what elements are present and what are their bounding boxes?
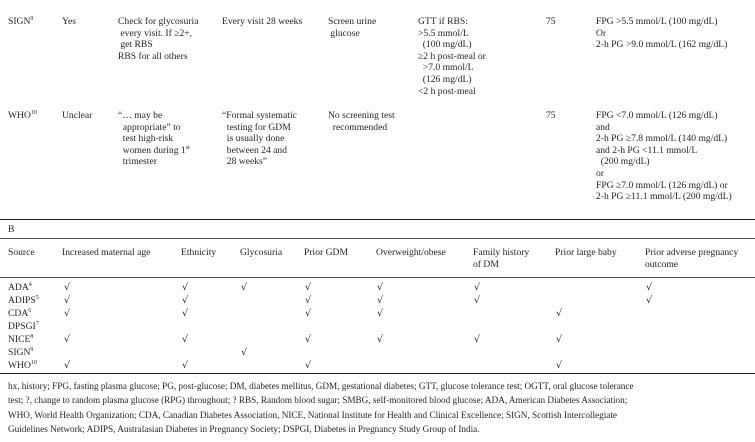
- check-mark-icon: √: [646, 282, 653, 293]
- check-mark-icon: √: [64, 334, 71, 345]
- reference-number: 9: [30, 16, 34, 22]
- header-prior-large-baby: Prior large baby: [555, 247, 617, 258]
- check-mark-icon: √: [646, 295, 653, 306]
- check-mark-icon: √: [556, 308, 563, 319]
- check-mark-icon: √: [64, 360, 71, 371]
- check-mark-icon: √: [377, 308, 384, 319]
- part-b-header-top-rule: [0, 238, 755, 239]
- reference-number: 10: [30, 110, 37, 116]
- glucose-load-cell: 75: [546, 110, 556, 121]
- check-mark-icon: √: [305, 334, 312, 345]
- check-mark-icon: √: [474, 334, 481, 345]
- check-mark-icon: √: [64, 282, 71, 293]
- check-mark-icon: √: [305, 308, 312, 319]
- header-glycosuria: Glycosuria: [240, 247, 283, 258]
- who-to-screen-cell: “… may be appropriate” to test high-risk women during 1st trimester: [118, 110, 190, 168]
- source-cell: WHO$^{10}$: [8, 360, 37, 371]
- source-cell: ADA$^4$: [8, 282, 32, 293]
- check-mark-icon: √: [377, 334, 384, 345]
- check-mark-icon: √: [305, 295, 312, 306]
- header-source: Source: [8, 247, 35, 258]
- source-cell: [8, 16, 33, 28]
- source-name: SIGN: [8, 16, 31, 27]
- header-increased-maternal-age: Increased maternal age: [62, 247, 151, 258]
- source-cell: NICE$^8$: [8, 334, 34, 345]
- source-cell: SIGN$^9$: [8, 347, 34, 358]
- table-divider: [0, 219, 755, 220]
- check-mark-icon: √: [182, 295, 189, 306]
- source-name: WHO: [8, 110, 31, 121]
- universal-screening-cell: Unclear: [62, 110, 93, 121]
- source-cell: ADIPS$^5$: [8, 295, 39, 306]
- source-cell: [8, 110, 37, 122]
- check-mark-icon: √: [377, 295, 384, 306]
- check-mark-icon: √: [64, 308, 71, 319]
- check-mark-icon: √: [305, 360, 312, 371]
- check-mark-icon: √: [182, 282, 189, 293]
- check-mark-icon: √: [182, 334, 189, 345]
- diagnostic-criteria-cell: FPG >5.5 mmol/L (100 mg/dL) Or 2-h PG >9.0 mmol/L (162 mg/dL): [596, 16, 728, 51]
- diagnostic-criteria-cell: FPG <7.0 mmol/L (126 mg/dL) and 2-h PG ≥7.8 mmol/L (140 mg/dL) and 2-h PG <11.1 mmol/L (200 mg/dL) or FPG ≥7.0 mmol/L (126 mg/dL) or 2-h PG ≥11.1 mmol/L (200 mg/dL): [596, 110, 732, 203]
- check-mark-icon: √: [182, 360, 189, 371]
- source-cell: DPSGI$^7$: [8, 321, 39, 332]
- glucose-load-cell: 75: [546, 16, 556, 27]
- universal-screening-cell: Yes: [62, 16, 76, 27]
- header-prior-gdm: Prior GDM: [304, 247, 348, 258]
- check-mark-icon: √: [377, 282, 384, 293]
- check-mark-icon: √: [241, 347, 248, 358]
- check-mark-icon: √: [474, 282, 481, 293]
- check-mark-icon: √: [182, 308, 189, 319]
- when-cell: Every visit 28 weeks: [222, 16, 303, 27]
- when-cell: “Formal systematic testing for GDM is usually done between 24 and 28 weeks”: [222, 110, 297, 168]
- header-ethnicity: Ethnicity: [181, 247, 217, 258]
- source-cell: CDA$^6$: [8, 308, 32, 319]
- check-mark-icon: √: [474, 295, 481, 306]
- check-mark-icon: √: [64, 295, 71, 306]
- screening-test-cell: Screen urine glucose: [328, 16, 377, 39]
- table-footnote: hx, history; FPG, fasting plasma glucose; PG, post-glucose; DM, diabetes mellitus, GDM, gestational diabetes; GTT, glucose tolerance test; OGTT, oral glucose tolerance test; ?, change to random plasma glucose (RPG) throughout; ? RBS, Random blood sugar; SMBG, self-monitored blood glucose; ADA, American Diabetes Association; WHO, World Health Organization; CDA, Canadian Diabetes Association, NICE, National Institute for Health and Clinical Excellence; SIGN, Scottish Intercollegiate Guidelines Network; ADIPS, Australasian Diabetes in Pregnancy Society; DSPGI, Diabetes in Pregnancy Study Group of India.: [8, 381, 634, 435]
- part-b-bottom-rule: [0, 373, 755, 374]
- header-overweight-obese: Overweight/obese: [376, 247, 446, 258]
- who-to-screen-cell: Check for glycosuria every visit. If ≥2+, get RBS RBS for all others: [118, 16, 199, 62]
- check-mark-icon: √: [241, 282, 248, 293]
- part-b-label: B: [8, 224, 15, 235]
- check-mark-icon: √: [305, 282, 312, 293]
- screening-test-cell: No screening test recommended: [328, 110, 395, 133]
- check-mark-icon: √: [556, 334, 563, 345]
- header-family-history: Family history of DM: [473, 247, 530, 270]
- part-b-header-bottom-rule: [0, 277, 755, 278]
- check-mark-icon: √: [556, 360, 563, 371]
- header-prior-adverse-outcome: Prior adverse pregnancy outcome: [645, 247, 739, 270]
- diagnostic-test-cell: GTT if RBS: >5.5 mmol/L (100 mg/dL) ≥2 h post-meal or >7.0 mmol/L (126 mg/dL) <2 h post-meal: [418, 16, 486, 97]
